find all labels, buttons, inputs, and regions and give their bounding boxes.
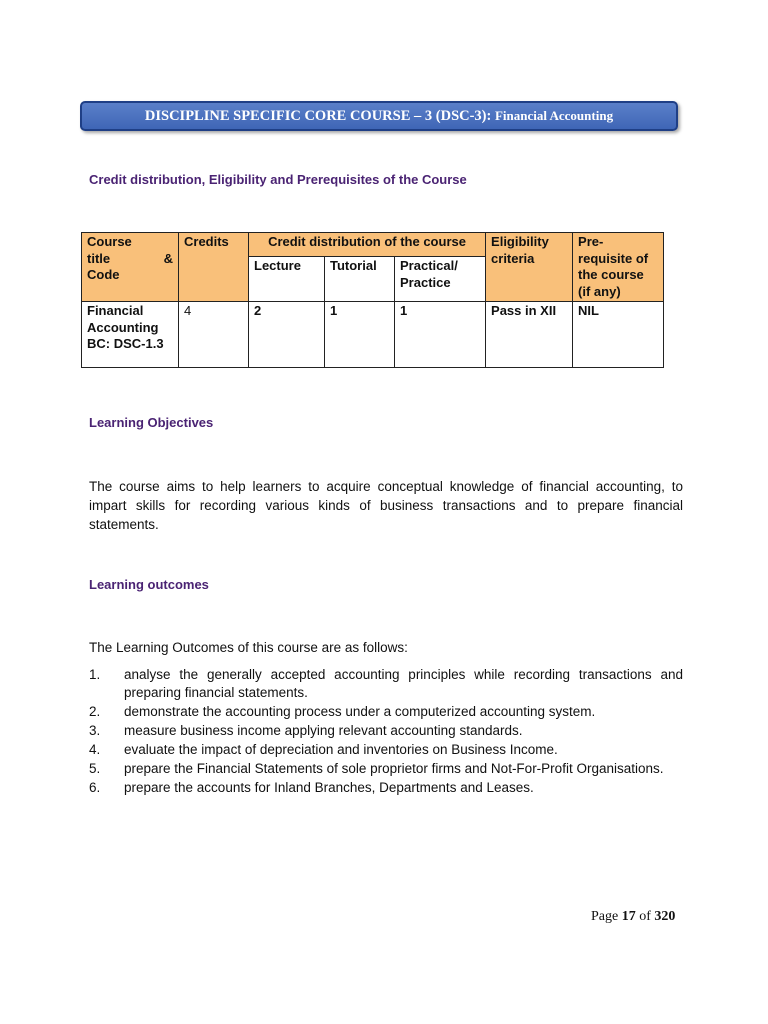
cell-eligibility: Pass in XII [486,302,573,368]
list-item-text: prepare the Financial Statements of sole proprietor firms and Not-For-Profit Organisations. [124,761,664,776]
list-item-text: analyse the generally accepted accounting principles while recording transactions and preparing financial statements. [124,667,683,700]
cell-tutorial: 1 [325,302,395,368]
list-item-number: 3. [89,723,101,738]
banner-main: DISCIPLINE SPECIFIC CORE COURSE – 3 (DSC-3): [144,107,492,124]
header-credit-distribution: Credit distribution of the course [249,233,486,257]
list-item-text: prepare the accounts for Inland Branches, Departments and Leases. [124,780,534,795]
list-item [89,779,683,797]
list-item [89,741,683,759]
header-course-line-3: Code [87,267,120,282]
header-lecture: Lecture [249,257,325,302]
outcomes-heading: Learning outcomes [89,577,209,592]
list-item [89,722,683,740]
list-item [89,666,683,702]
outcomes-intro: The Learning Outcomes of this course are as follows: [89,640,408,655]
table-row [82,302,664,368]
credit-table [81,232,664,368]
cell-prerequisite: NIL [573,302,664,368]
list-item-text: measure business income applying relevant accounting standards. [124,723,523,738]
list-item-number: 5. [89,761,101,776]
outcomes-list [89,666,683,798]
list-item-number: 6. [89,780,101,795]
footer-page-total: 320 [654,909,676,924]
list-item-text: evaluate the impact of depreciation and inventories on Business Income. [124,742,558,757]
banner-sub: Financial Accounting [494,108,614,123]
list-item [89,760,683,778]
header-credits: Credits [179,233,249,302]
header-practical: Practical/ Practice [395,257,486,302]
header-tutorial: Tutorial [325,257,395,302]
header-prerequisite: Pre- requisite of the course (if any) [573,233,664,302]
cell-credits: 4 [179,302,249,368]
cell-lecture: 2 [249,302,325,368]
header-course-line-2: title & [87,250,173,266]
list-item-number: 2. [89,704,101,719]
credit-heading: Credit distribution, Eligibility and Prerequisites of the Course [89,172,467,187]
objectives-text: The course aims to help learners to acquire conceptual knowledge of financial accounting, to impart skills for recording various kinds of business transactions and to prepare financial statements. [89,479,683,532]
list-item-number: 4. [89,742,101,757]
page-footer [591,909,675,925]
list-item-text: demonstrate the accounting process under a computerized accounting system. [124,704,596,719]
list-item [89,703,683,721]
footer-page-label: Page [591,909,619,924]
footer-of-label: of [639,909,651,924]
footer-page-number: 17 [621,909,636,924]
objectives-heading: Learning Objectives [89,415,214,430]
cell-practical: 1 [395,302,486,368]
header-course-line-1: Course [87,234,132,249]
cell-course: Financial Accounting BC: DSC-1.3 [82,302,179,368]
header-course-title-code [82,233,179,302]
list-item-number: 1. [89,667,101,682]
course-title-banner [80,101,678,131]
header-eligibility: Eligibility criteria [486,233,573,302]
